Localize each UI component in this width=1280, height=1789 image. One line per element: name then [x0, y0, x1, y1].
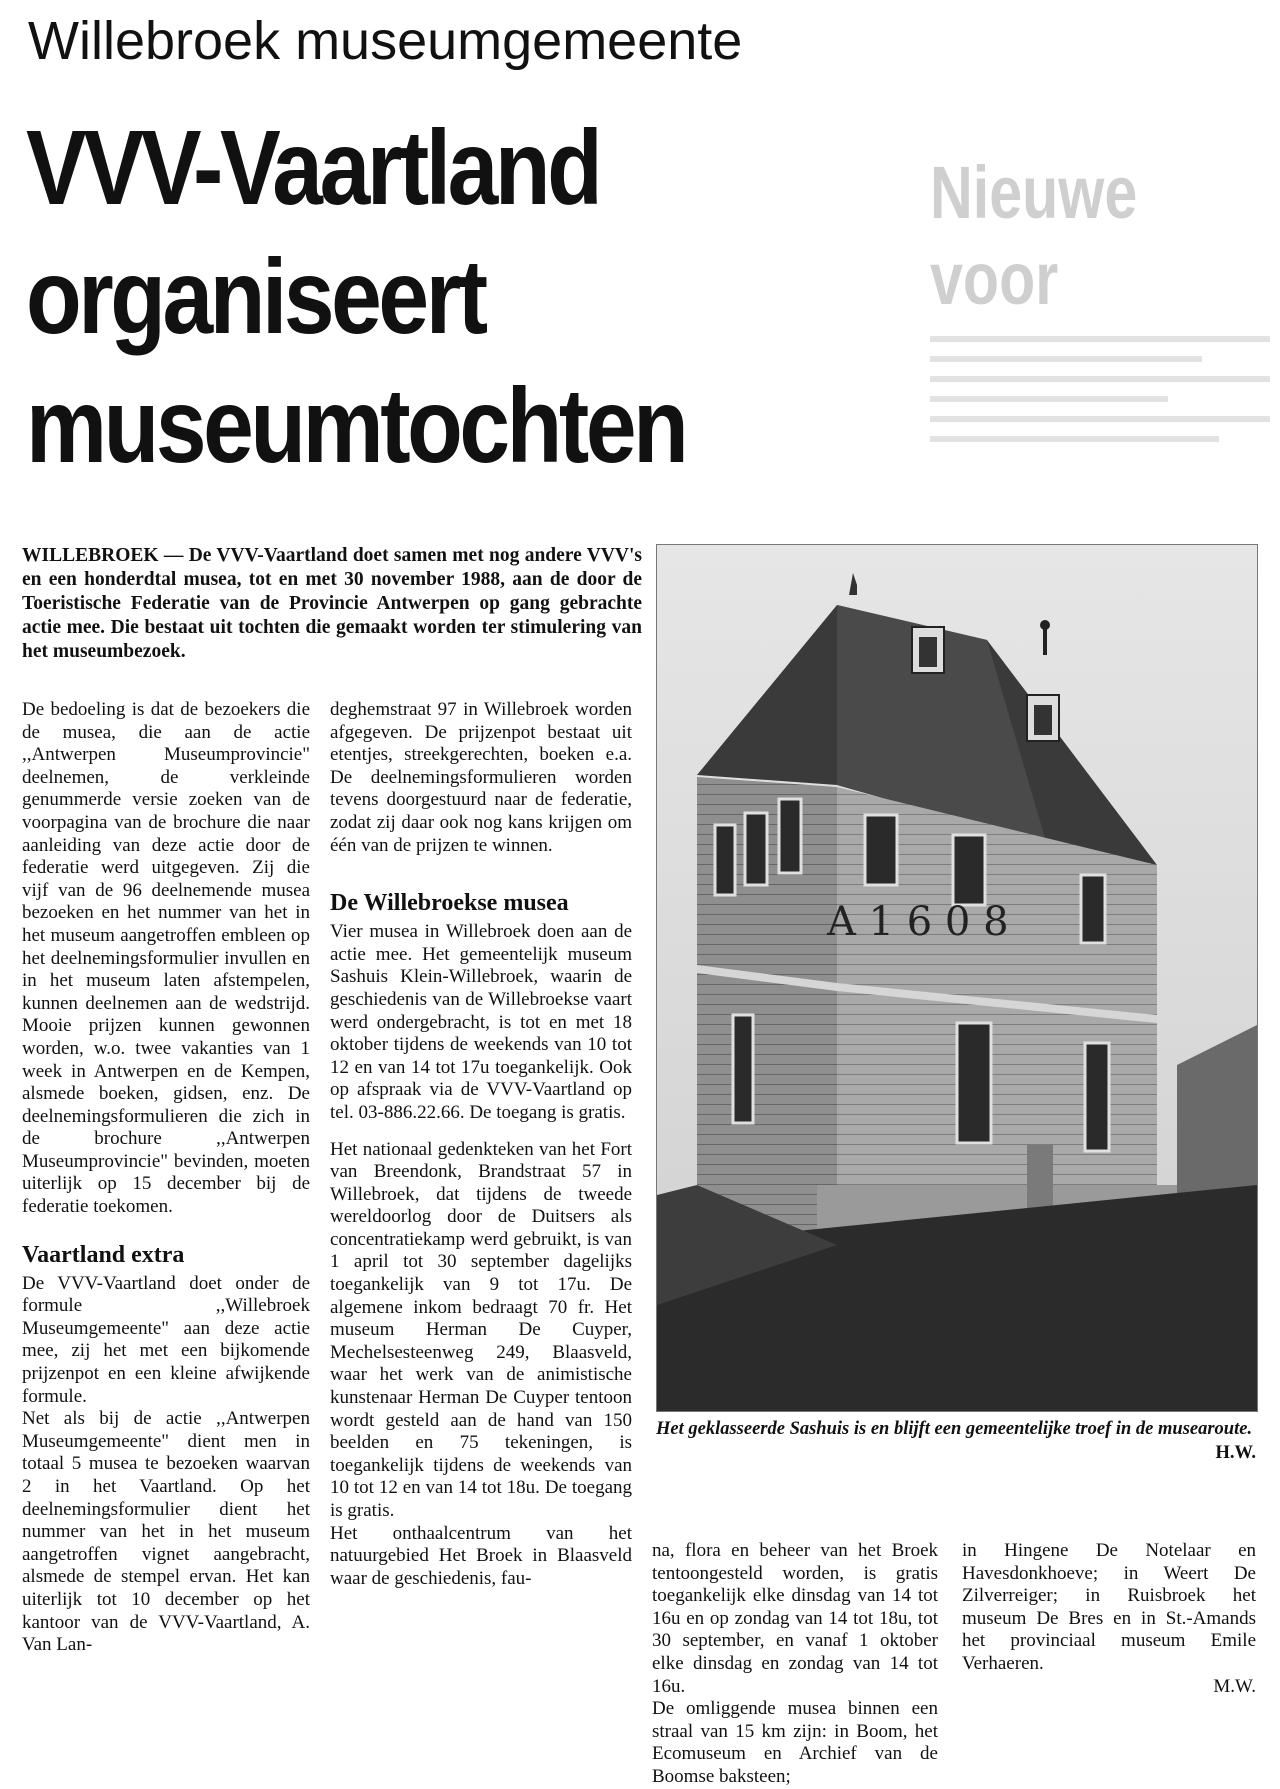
- author-signature: M.W.: [1213, 1675, 1256, 1697]
- col4-paragraph-1: in Hingene De Notelaar en Havesdonkhoeve; in Weert De Zilverreiger; in Ruisbroek het museum De Bres en in St.-Amands het provinciaal museum Emile Verhaeren.: [962, 1540, 1256, 1674]
- col1-paragraph-3: Net als bij de actie ,,Antwerpen Museumgemeente" dient men in totaal 5 musea te bezoeken waarvan 2 in het Vaartland. Op het deelnemingsformulier dient het nummer van het in het museum aangetroffen vignet aangebracht, alsmede de stempel ervan. Het kan uiterlijk tot 10 december op het kantoor van de VVV-Vaartland, A. Van Lan-: [22, 1408, 310, 1656]
- headline-line-1: VVV-Vaartland: [26, 109, 600, 227]
- subhead-willebroekse-musea: De Willebroekse musea: [330, 890, 569, 917]
- photo-caption: [656, 1417, 1256, 1465]
- col3-paragraph-1: na, flora en beheer van het Broek tentoongesteld worden, is gratis toegankelijk elke dinsdag van 14 tot 16u en op zondag van 14 tot 18u, tot 30 september, en vanaf 1 oktober elke dinsdag en zondag van 14 tot 16u.: [652, 1540, 938, 1697]
- headline-line-3: museumtochten: [26, 367, 686, 485]
- article-column-2: [330, 699, 632, 1590]
- bleed-through-text: Nieuwe voor: [930, 150, 1270, 530]
- page-headline: [26, 104, 685, 491]
- col2-paragraph-2: Vier musea in Willebroek doen aan de actie mee. Het gemeentelijk museum Sashuis Klein-Willebroek, waarin de geschiedenis van de Willebroekse vaart werd ondergebracht, is tot en met 18 oktober tijdens de weekends van 10 tot 12 en van 14 tot 17u toegankelijk. Ook op afspraak via de VVV-Vaartland op tel. 03-886.22.66. De toegang is gratis.: [330, 921, 632, 1123]
- col3-paragraph-2: De omliggende musea binnen een straal van 15 km zijn: in Boom, het Ecomuseum en Archief van de Boomse baksteen;: [652, 1698, 938, 1787]
- col1-paragraph-2: De VVV-Vaartland doet onder de formule ,,Willebroek Museumgemeente" aan deze actie mee, zij het met een bijkomende prijzenpot en een kleine afwijkende formule.: [22, 1272, 310, 1407]
- sashuis-photo: [656, 544, 1258, 1412]
- photo-caption-text: Het geklasseerde Sashuis is en blijft een gemeentelijke troef in de musearoute.: [656, 1419, 1253, 1439]
- sashuis-building-illustration: [657, 545, 1257, 1411]
- subhead-vaartland-extra: Vaartland extra: [22, 1241, 185, 1268]
- lead-paragraph: WILLEBROEK — De VVV-Vaartland doet samen met nog andere VVV's en een honderdtal musea, tot en met 30 november 1988, aan de door de Toeristische Federatie van de Provincie Antwerpen op gang gebrachte actie mee. Die bestaat uit tochten die gemaakt worden ter stimulering van het museumbezoek.: [22, 545, 642, 662]
- col2-paragraph-3: Het nationaal gedenkteken van het Fort van Breendonk, Brandstraat 57 in Willebroek, dat tijdens de tweede wereldoorlog door de Duitsers als concentratiekamp werd gebruikt, is van 1 april tot 30 september dagelijks toegankelijk van 9 tot 17u. De algemene inkom bedraagt 70 fr. Het museum Herman De Cuyper, Mechelsesteenweg 249, Blaasveld, waar het werk van de animistische kunstenaar Herman De Cuyper tentoon wordt gesteld aan de hand van 150 beelden en 75 tekeningen, is toegankelijk tijdens de weekends van 10 tot 12 en van 14 tot 18u. De toegang is gratis.: [330, 1138, 632, 1521]
- article-column-1: [22, 699, 310, 1657]
- col1-paragraph-1: De bedoeling is dat de bezoekers die de musea, die aan de actie ,,Antwerpen Museumprovincie" deelnemen, de verkleinde genummerde versie zoeken van de voorpagina van de brochure die naar aanleiding van deze actie door de federatie werd uitgegeven. Zij die vijf van de 96 deelnemende musea bezoeken en het nummer van het in het museum aangetroffen embleen op het deelnemingsformulier invullen en in het museum laten afstempelen, kunnen deelnemen aan de wedstrijd. Mooie prijzen kunnen gewonnen worden, w.o. twee vakanties van 1 week in Antwerpen en de Kempen, alsmede boeken, gidsen, enz. De deelnemingsformulieren die zich in de brochure ,,Antwerpen Museumprovincie" bevinden, moeten uiterlijk op 15 december bij de federatie toekomen.: [22, 699, 310, 1218]
- col2-paragraph-4: Het onthaalcentrum van het natuurgebied Het Broek in Blaasveld waar de geschiedenis, fau-: [330, 1522, 632, 1589]
- headline-line-2: organiseert: [26, 238, 485, 356]
- col2-paragraph-1: deghemstraat 97 in Willebroek worden afgegeven. De prijzenpot bestaat uit etentjes, streekgerechten, boeken e.a. De deelnemingsformulieren worden tevens doorgestuurd naar de federatie, zodat zij daar ook nog kans krijgen om één van de prijzen te winnen.: [330, 699, 632, 856]
- kicker-heading: Willebroek museumgemeente: [28, 11, 743, 71]
- article-column-3: [652, 1540, 938, 1789]
- article-column-4: [962, 1540, 1256, 1698]
- building-date: A 1 6 0 8: [827, 899, 1009, 945]
- photo-credit: H.W.: [1215, 1443, 1256, 1463]
